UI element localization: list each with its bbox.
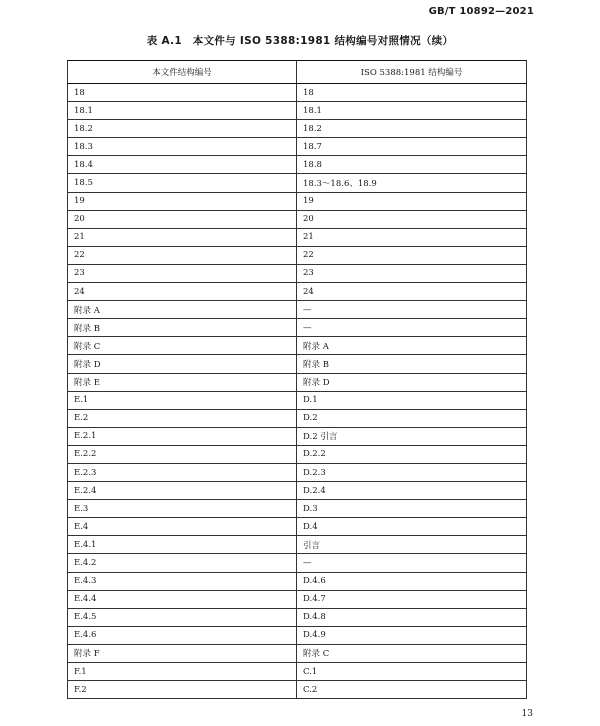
column-header-this-document: 本文件结构编号 xyxy=(68,61,297,84)
cell-iso-number: 20 xyxy=(297,210,527,228)
cell-iso-number: D.4.9 xyxy=(297,626,527,644)
cell-this-document-number: 23 xyxy=(68,264,297,282)
table-header-row xyxy=(68,61,527,84)
cell-this-document-number: 附录 A xyxy=(68,301,297,319)
table-row xyxy=(68,663,527,681)
cell-iso-number: 24 xyxy=(297,283,527,301)
cell-iso-number: — xyxy=(297,554,527,572)
cell-iso-number: D.4.8 xyxy=(297,608,527,626)
table-row xyxy=(68,373,527,391)
cell-iso-number: C.2 xyxy=(297,681,527,699)
cell-iso-number: D.1 xyxy=(297,391,527,409)
cell-this-document-number: E.4.4 xyxy=(68,590,297,608)
cell-this-document-number: F.1 xyxy=(68,663,297,681)
table-row xyxy=(68,482,527,500)
cell-this-document-number: E.4.5 xyxy=(68,608,297,626)
cell-this-document-number: 18.5 xyxy=(68,174,297,192)
standard-number: GB/T 10892—2021 xyxy=(428,6,534,17)
table-row xyxy=(68,246,527,264)
cell-this-document-number: E.4 xyxy=(68,518,297,536)
cell-iso-number: 18.1 xyxy=(297,102,527,120)
cell-iso-number: 23 xyxy=(297,264,527,282)
cell-this-document-number: E.4.6 xyxy=(68,626,297,644)
cell-iso-number: 18.2 xyxy=(297,120,527,138)
cell-iso-number: D.2 xyxy=(297,409,527,427)
cell-iso-number: 19 xyxy=(297,192,527,210)
cell-this-document-number: 18.1 xyxy=(68,102,297,120)
table-row xyxy=(68,264,527,282)
table-row xyxy=(68,319,527,337)
cell-iso-number: D.2.4 xyxy=(297,482,527,500)
cell-iso-number: D.2.3 xyxy=(297,463,527,481)
cell-iso-number: D.4.6 xyxy=(297,572,527,590)
table-row xyxy=(68,445,527,463)
cell-iso-number: 18 xyxy=(297,84,527,102)
cell-iso-number: 18.8 xyxy=(297,156,527,174)
table-row xyxy=(68,156,527,174)
page-number: 13 xyxy=(521,709,533,719)
cell-this-document-number: 19 xyxy=(68,192,297,210)
cell-this-document-number: 18.2 xyxy=(68,120,297,138)
cell-iso-number: D.2 引言 xyxy=(297,427,527,445)
cell-iso-number: D.2.2 xyxy=(297,445,527,463)
cell-this-document-number: E.1 xyxy=(68,391,297,409)
cell-iso-number: 18.3～18.6、18.9 xyxy=(297,174,527,192)
cell-this-document-number: 附录 E xyxy=(68,373,297,391)
table-row xyxy=(68,301,527,319)
table-row xyxy=(68,644,527,662)
table-row xyxy=(68,283,527,301)
cell-iso-number: 引言 xyxy=(297,536,527,554)
cell-iso-number: 附录 C xyxy=(297,644,527,662)
cell-this-document-number: E.2.2 xyxy=(68,445,297,463)
cell-this-document-number: E.4.2 xyxy=(68,554,297,572)
table-row xyxy=(68,626,527,644)
table-row xyxy=(68,192,527,210)
cell-this-document-number: F.2 xyxy=(68,681,297,699)
cell-iso-number: 18.7 xyxy=(297,138,527,156)
table-row xyxy=(68,427,527,445)
cell-this-document-number: E.4.3 xyxy=(68,572,297,590)
cell-iso-number: 附录 D xyxy=(297,373,527,391)
table-row xyxy=(68,608,527,626)
cell-iso-number: D.4 xyxy=(297,518,527,536)
structure-comparison-table xyxy=(67,60,527,699)
cell-iso-number: D.3 xyxy=(297,500,527,518)
cell-this-document-number: 附录 D xyxy=(68,355,297,373)
table-row xyxy=(68,554,527,572)
table-row xyxy=(68,84,527,102)
cell-this-document-number: E.4.1 xyxy=(68,536,297,554)
cell-this-document-number: 附录 C xyxy=(68,337,297,355)
table-row xyxy=(68,500,527,518)
table-row xyxy=(68,681,527,699)
cell-this-document-number: E.2.1 xyxy=(68,427,297,445)
table-row xyxy=(68,590,527,608)
table-row xyxy=(68,572,527,590)
table-row xyxy=(68,536,527,554)
table-row xyxy=(68,518,527,536)
cell-this-document-number: 18.3 xyxy=(68,138,297,156)
column-header-iso: ISO 5388:1981 结构编号 xyxy=(297,61,527,84)
cell-this-document-number: 20 xyxy=(68,210,297,228)
cell-this-document-number: 附录 F xyxy=(68,644,297,662)
table-row xyxy=(68,138,527,156)
table-row xyxy=(68,228,527,246)
table-row xyxy=(68,463,527,481)
cell-this-document-number: 18.4 xyxy=(68,156,297,174)
cell-this-document-number: E.2.3 xyxy=(68,463,297,481)
cell-iso-number: — xyxy=(297,301,527,319)
cell-iso-number: C.1 xyxy=(297,663,527,681)
cell-this-document-number: 18 xyxy=(68,84,297,102)
cell-iso-number: 附录 A xyxy=(297,337,527,355)
cell-this-document-number: 24 xyxy=(68,283,297,301)
cell-this-document-number: E.3 xyxy=(68,500,297,518)
table-caption: 表 A.1 本文件与 ISO 5388:1981 结构编号对照情况（续） xyxy=(146,35,454,47)
cell-this-document-number: 附录 B xyxy=(68,319,297,337)
table-row xyxy=(68,391,527,409)
table-row xyxy=(68,409,527,427)
cell-iso-number: 22 xyxy=(297,246,527,264)
table-row xyxy=(68,337,527,355)
cell-iso-number: — xyxy=(297,319,527,337)
cell-this-document-number: 22 xyxy=(68,246,297,264)
cell-this-document-number: E.2 xyxy=(68,409,297,427)
cell-iso-number: 附录 B xyxy=(297,355,527,373)
table-row xyxy=(68,355,527,373)
table-row xyxy=(68,102,527,120)
cell-iso-number: D.4.7 xyxy=(297,590,527,608)
cell-this-document-number: E.2.4 xyxy=(68,482,297,500)
table-row xyxy=(68,210,527,228)
table-row xyxy=(68,120,527,138)
cell-iso-number: 21 xyxy=(297,228,527,246)
table-row xyxy=(68,174,527,192)
cell-this-document-number: 21 xyxy=(68,228,297,246)
